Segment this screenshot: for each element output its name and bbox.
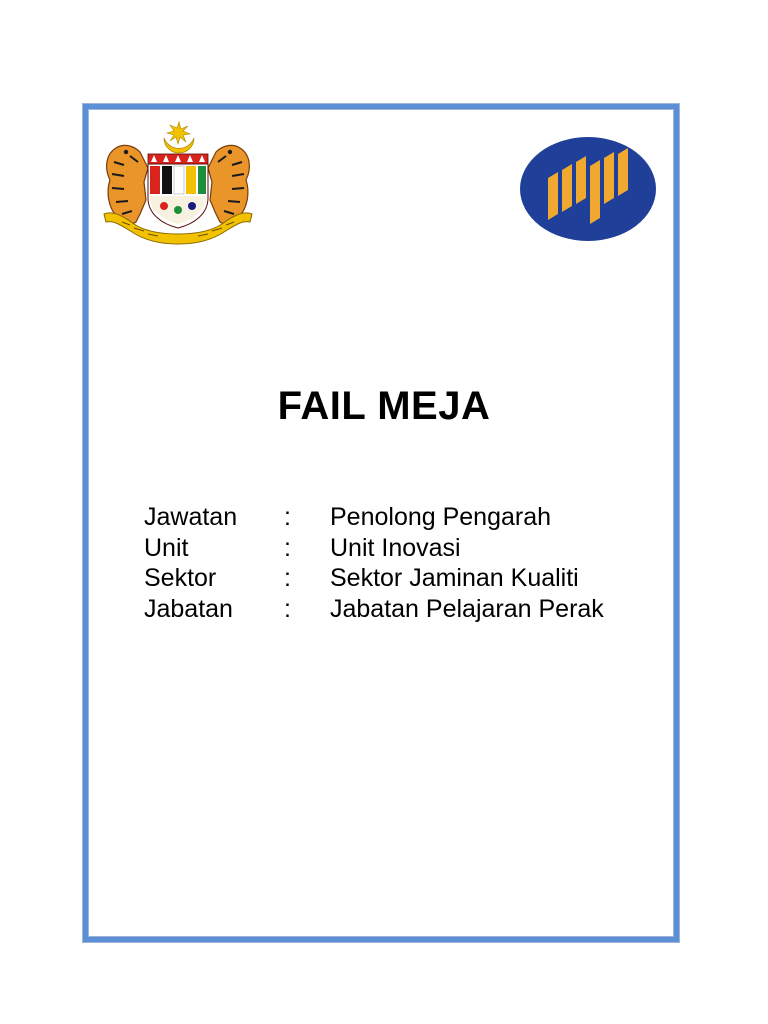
coat-of-arms-icon [100,118,256,250]
field-label: Jawatan [144,503,238,531]
info-row-jabatan [144,594,604,625]
info-row-unit [144,533,604,564]
info-table [144,502,604,624]
field-label: Sektor [144,564,217,592]
ministry-logo-icon [518,136,658,242]
field-value: Jabatan Pelajaran Perak [330,594,604,623]
field-separator: : [284,564,291,592]
field-value: Sektor Jaminan Kualiti [330,564,579,592]
document-title: FAIL MEJA [277,384,491,428]
field-value: Penolong Pengarah [330,503,552,531]
field-separator: : [284,533,291,562]
field-label: Unit [144,533,189,562]
info-row-jawatan [144,502,604,533]
info-row-sektor [144,563,604,594]
field-separator: : [284,594,291,623]
field-value: Unit Inovasi [330,533,461,562]
field-label: Jabatan [144,594,233,623]
field-separator: : [284,503,291,531]
